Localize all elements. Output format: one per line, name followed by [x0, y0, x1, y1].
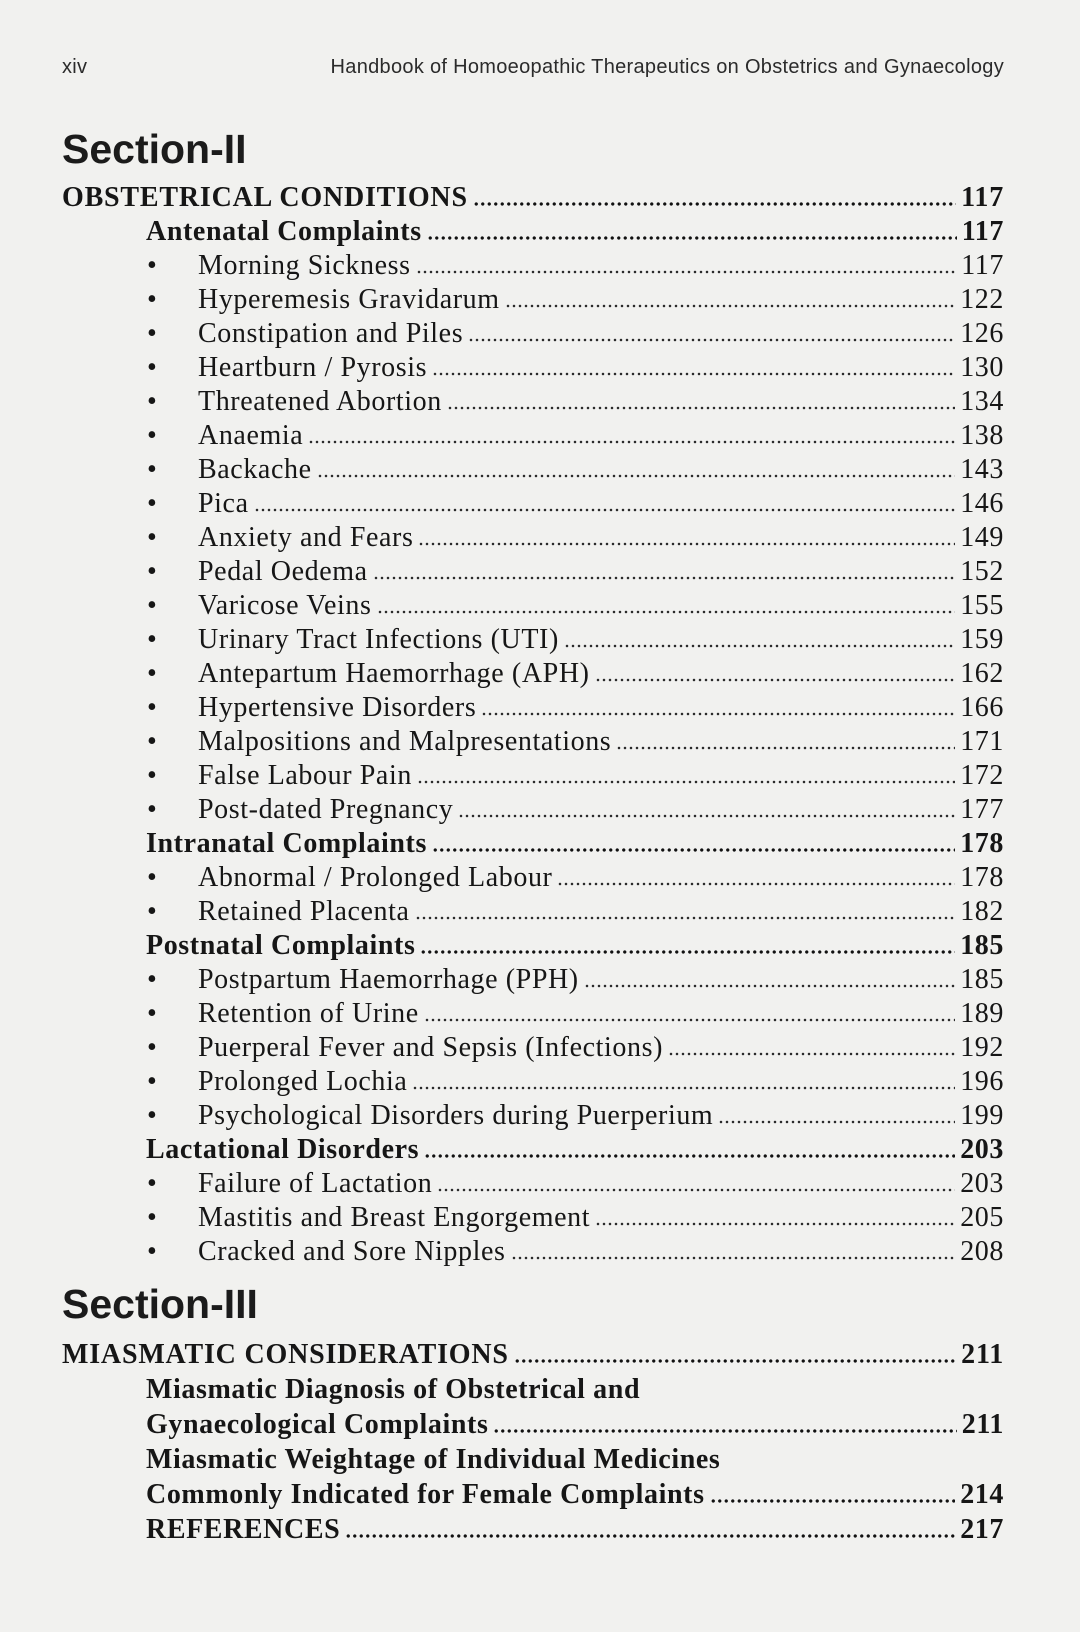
dot-leader [458, 814, 955, 818]
entry-page-number: 182 [960, 896, 1004, 927]
dot-leader [511, 1256, 956, 1260]
dot-leader [447, 406, 955, 410]
entry-page-number: 143 [960, 454, 1004, 485]
entry-page-number: 166 [960, 692, 1004, 723]
dot-leader [254, 508, 956, 512]
entry-title: MIASMATIC CONSIDERATIONS [62, 1339, 509, 1370]
bullet-icon [147, 521, 157, 555]
toc-item-entry [62, 555, 1004, 589]
entry-title: Anaemia [198, 420, 304, 451]
toc-item-entry [62, 1167, 1004, 1201]
entry-title: Antepartum Haemorrhage (APH) [198, 658, 590, 689]
entry-title: Postnatal Complaints [146, 930, 416, 961]
entry-page-number: 208 [960, 1236, 1004, 1267]
dot-leader [424, 1018, 955, 1022]
entry-page-number: 117 [961, 182, 1004, 213]
toc-item-entry [62, 759, 1004, 793]
entry-title: Miasmatic Diagnosis of Obstetrical and [146, 1374, 641, 1405]
toc-group-entry [62, 1372, 1004, 1407]
toc-entries [62, 1337, 1004, 1547]
section-heading: Section-II [62, 126, 247, 172]
entry-title: Puerperal Fever and Sepsis (Infections) [198, 1032, 664, 1063]
bullet-icon [147, 453, 157, 487]
toc-group-entry [62, 827, 1004, 861]
bullet-icon [147, 623, 157, 657]
entry-title: Gynaecological Complaints [146, 1409, 489, 1440]
dot-leader [317, 474, 956, 478]
dot-leader [493, 1429, 956, 1433]
dot-leader [595, 678, 956, 682]
page-header [62, 56, 1004, 86]
dot-leader [432, 372, 955, 376]
toc-item-entry [62, 997, 1004, 1031]
toc-item-entry [62, 1201, 1004, 1235]
toc-item-entry [62, 419, 1004, 453]
entry-title: False Labour Pain [198, 760, 412, 791]
dot-leader [415, 916, 956, 920]
entry-title: Psychological Disorders during Puerperium [198, 1100, 714, 1131]
entry-page-number: 155 [960, 590, 1004, 621]
toc-item-entry [62, 487, 1004, 521]
entry-title: Threatened Abortion [198, 386, 442, 417]
bullet-icon [147, 759, 157, 793]
dot-leader [514, 1359, 956, 1363]
entry-title: Morning Sickness [198, 250, 411, 281]
dot-leader [417, 780, 955, 784]
entry-page-number: 149 [960, 522, 1004, 553]
entry-title: Retained Placenta [198, 896, 410, 927]
entry-title: Varicose Veins [198, 590, 372, 621]
dot-leader [595, 1222, 955, 1226]
entry-page-number: 122 [960, 284, 1004, 315]
entry-page-number: 199 [960, 1100, 1004, 1131]
entry-title: Abnormal / Prolonged Labour [198, 862, 553, 893]
entry-title: Pica [198, 488, 249, 519]
entry-page-number: 171 [960, 726, 1004, 757]
entry-page-number: 138 [960, 420, 1004, 451]
dot-leader [468, 338, 955, 342]
entry-page-number: 146 [960, 488, 1004, 519]
dot-leader [668, 1052, 955, 1056]
entry-page-number: 126 [960, 318, 1004, 349]
entry-title: REFERENCES [146, 1514, 341, 1545]
toc-item-entry [62, 1065, 1004, 1099]
dot-leader [564, 644, 955, 648]
dot-leader [557, 882, 955, 886]
bullet-icon [147, 385, 157, 419]
entry-page-number: 189 [960, 998, 1004, 1029]
entry-page-number: 117 [961, 216, 1004, 247]
entry-page-number: 159 [960, 624, 1004, 655]
dot-leader [420, 950, 955, 954]
dot-leader [416, 270, 957, 274]
entry-title: Hypertensive Disorders [198, 692, 477, 723]
entry-page-number: 134 [960, 386, 1004, 417]
dot-leader [308, 440, 955, 444]
toc-item-entry [62, 453, 1004, 487]
entry-title: Failure of Lactation [198, 1168, 433, 1199]
entry-title: Mastitis and Breast Engorgement [198, 1202, 591, 1233]
toc-item-entry [62, 963, 1004, 997]
entry-title: Commonly Indicated for Female Complaints [146, 1479, 705, 1510]
dot-leader [718, 1120, 955, 1124]
toc-item-entry [62, 861, 1004, 895]
dot-leader [427, 236, 957, 240]
dot-leader [345, 1534, 955, 1538]
toc-item-entry [62, 725, 1004, 759]
bullet-icon [147, 419, 157, 453]
toc-item-entry [62, 521, 1004, 555]
entry-title: Cracked and Sore Nipples [198, 1236, 506, 1267]
entry-title: Pedal Oedema [198, 556, 368, 587]
dot-leader [377, 610, 956, 614]
toc-item-entry [62, 385, 1004, 419]
entry-page-number: 185 [960, 964, 1004, 995]
entry-title: OBSTETRICAL CONDITIONS [62, 182, 468, 213]
entry-page-number: 178 [960, 862, 1004, 893]
entry-title: Anxiety and Fears [198, 522, 414, 553]
toc-group-entry [62, 1512, 1004, 1547]
entry-title: Post-dated Pregnancy [198, 794, 454, 825]
entry-page-number: 185 [960, 930, 1004, 961]
entry-title: Prolonged Lochia [198, 1066, 408, 1097]
entry-page-number: 172 [960, 760, 1004, 791]
entry-title: Constipation and Piles [198, 318, 464, 349]
dot-leader [710, 1499, 956, 1503]
toc-group-entry [62, 215, 1004, 249]
section-heading: Section-III [62, 1281, 258, 1327]
dot-leader [373, 576, 955, 580]
toc-part-entry [62, 1337, 1004, 1372]
entry-page-number: 214 [960, 1479, 1004, 1510]
entry-title: Intranatal Complaints [146, 828, 427, 859]
bullet-icon [147, 351, 157, 385]
bullet-icon [147, 317, 157, 351]
toc-item-entry [62, 351, 1004, 385]
bullet-icon [147, 997, 157, 1031]
bullet-icon [147, 793, 157, 827]
entry-page-number: 117 [961, 250, 1004, 281]
entry-title: Lactational Disorders [146, 1134, 420, 1165]
dot-leader [616, 746, 955, 750]
bullet-icon [147, 1235, 157, 1269]
toc-group-entry [62, 1477, 1004, 1512]
toc-entries [62, 181, 1004, 1269]
bullet-icon [147, 249, 157, 283]
entry-page-number: 178 [960, 828, 1004, 859]
entry-title: Hyperemesis Gravidarum [198, 284, 500, 315]
toc-item-entry [62, 793, 1004, 827]
entry-page-number: 211 [961, 1409, 1004, 1440]
toc-item-entry [62, 691, 1004, 725]
entry-page-number: 211 [961, 1339, 1004, 1370]
bullet-icon [147, 963, 157, 997]
entry-title: Retention of Urine [198, 998, 419, 1029]
bullet-icon [147, 1201, 157, 1235]
dot-leader [412, 1086, 955, 1090]
page-number: xiv [62, 56, 88, 78]
entry-page-number: 177 [960, 794, 1004, 825]
toc-item-entry [62, 623, 1004, 657]
toc-item-entry [62, 895, 1004, 929]
entry-title: Antenatal Complaints [146, 216, 422, 247]
entry-page-number: 192 [960, 1032, 1004, 1063]
entry-page-number: 130 [960, 352, 1004, 383]
dot-leader [432, 848, 955, 852]
toc-item-entry [62, 317, 1004, 351]
toc-item-entry [62, 283, 1004, 317]
bullet-icon [147, 1031, 157, 1065]
toc-item-entry [62, 589, 1004, 623]
toc-part-entry [62, 181, 1004, 215]
toc-section [62, 1282, 1004, 1547]
toc-item-entry [62, 1235, 1004, 1269]
entry-title: Miasmatic Weightage of Individual Medicines [146, 1444, 721, 1475]
entry-page-number: 203 [960, 1168, 1004, 1199]
bullet-icon [147, 1099, 157, 1133]
dot-leader [505, 304, 956, 308]
dot-leader [473, 202, 956, 206]
toc-group-entry [62, 929, 1004, 963]
entry-title: Postpartum Haemorrhage (PPH) [198, 964, 579, 995]
entry-title: Backache [198, 454, 312, 485]
toc-group-entry [62, 1133, 1004, 1167]
entry-page-number: 162 [960, 658, 1004, 689]
bullet-icon [147, 1065, 157, 1099]
entry-page-number: 152 [960, 556, 1004, 587]
bullet-icon [147, 861, 157, 895]
bullet-icon [147, 283, 157, 317]
toc-group-entry [62, 1442, 1004, 1477]
running-title: Handbook of Homoeopathic Therapeutics on Obstetrics and Gynaecology [330, 56, 1004, 78]
toc-group-entry [62, 1407, 1004, 1442]
entry-title: Urinary Tract Infections (UTI) [198, 624, 559, 655]
bullet-icon [147, 691, 157, 725]
entry-title: Malpositions and Malpresentations [198, 726, 612, 757]
toc-item-entry [62, 657, 1004, 691]
bullet-icon [147, 487, 157, 521]
dot-leader [584, 984, 955, 988]
toc-item-entry [62, 1031, 1004, 1065]
dot-leader [424, 1154, 955, 1158]
dot-leader [418, 542, 955, 546]
dot-leader [437, 1188, 955, 1192]
entry-page-number: 205 [960, 1202, 1004, 1233]
bullet-icon [147, 589, 157, 623]
toc-item-entry [62, 1099, 1004, 1133]
bullet-icon [147, 1167, 157, 1201]
entry-page-number: 196 [960, 1066, 1004, 1097]
bullet-icon [147, 555, 157, 589]
bullet-icon [147, 725, 157, 759]
entry-title: Heartburn / Pyrosis [198, 352, 428, 383]
entry-page-number: 217 [960, 1514, 1004, 1545]
entry-page-number: 203 [960, 1134, 1004, 1165]
toc-section [62, 127, 1004, 1269]
bullet-icon [147, 895, 157, 929]
dot-leader [481, 712, 955, 716]
toc-item-entry [62, 249, 1004, 283]
bullet-icon [147, 657, 157, 691]
